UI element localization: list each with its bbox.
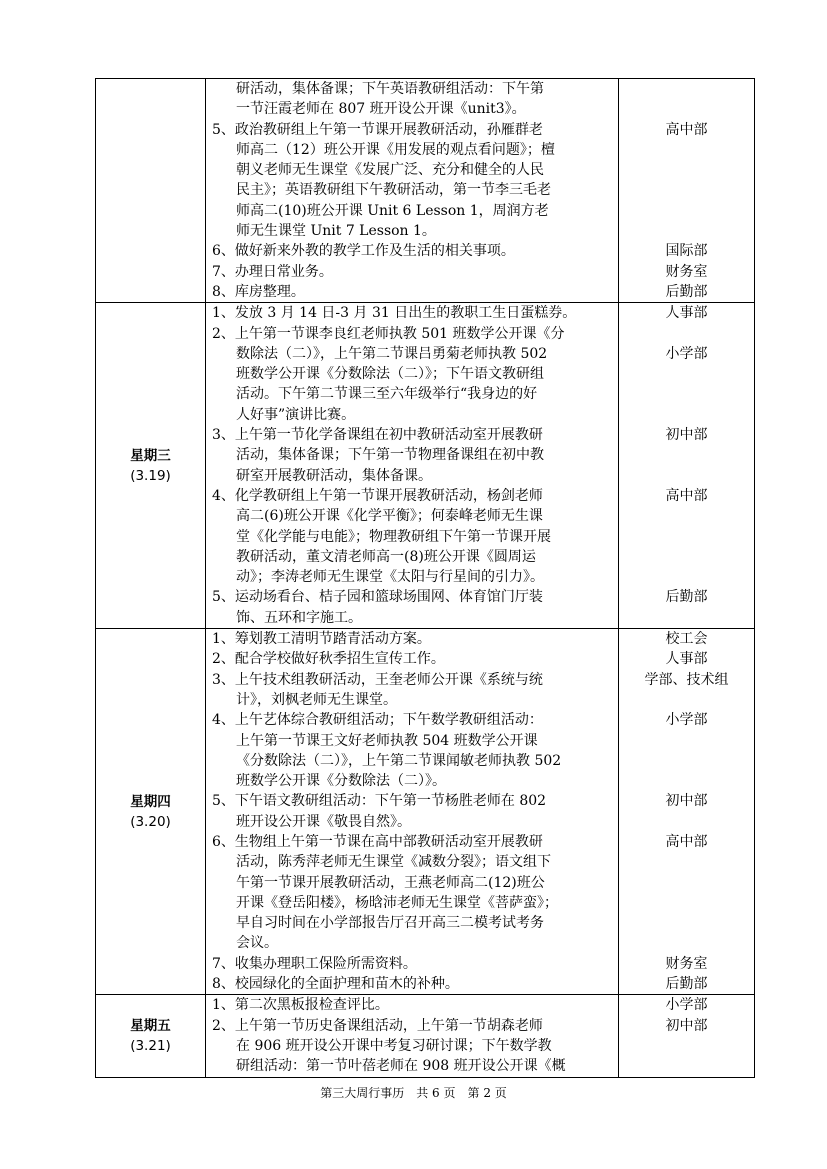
task-line: 午第一节课开展教研活动，王燕老师高二(12)班公 <box>236 874 545 891</box>
task-line: 高二(6)班公开课《化学平衡》；何泰峰老师无生课 <box>236 508 543 525</box>
task-line: 动》；李涛老师无生课堂《太阳与行星间的引力》。 <box>236 569 544 586</box>
department-label: 初中部 <box>665 427 708 444</box>
department-cell <box>619 303 755 629</box>
task-line: 数除法（二）》，上午第二节课吕勇菊老师执教 502 <box>236 345 548 362</box>
tasks-cell <box>206 79 619 303</box>
task-line: 师高二(10)班公开课 Unit 6 Lesson 1，周润方老 <box>236 202 549 219</box>
department-label <box>619 405 754 425</box>
department-label <box>619 364 754 384</box>
department-cell <box>619 629 755 995</box>
tasks-cell <box>206 995 619 1077</box>
department-label <box>619 506 754 526</box>
task-line: 4、上午艺体综合教研组活动；下午数学教研组活动： <box>212 712 543 729</box>
department-label <box>619 1056 754 1076</box>
task-line: 《分数除法（二）》，上午第二节课闻敏老师执教 502 <box>236 752 562 769</box>
department-label <box>619 79 754 99</box>
department-label <box>619 852 754 872</box>
task-line: 6、生物组上午第一节课在高中部教研活动室开展教研 <box>212 833 543 850</box>
department-label <box>619 731 754 751</box>
page-footer: 第三大周行事历 共 6 页 第 2 页 <box>320 1086 507 1100</box>
task-line: 朝义老师无生课堂《发展广泛、充分和健全的人民 <box>236 162 544 179</box>
task-line: 班开设公开课《敬畏自然》。 <box>236 813 411 830</box>
task-line: 活动，陈秀萍老师无生课堂《减数分裂》；语文组下 <box>236 854 551 871</box>
weekday-label: 星期四 <box>130 793 171 810</box>
task-line: 人好事”演讲比赛。 <box>236 406 356 423</box>
department-cell <box>619 995 755 1077</box>
task-line: 民主》；英语教研组下午教研活动，第一节李三毛老 <box>236 182 551 199</box>
task-line: 7、办理日常业务。 <box>212 263 333 280</box>
department-label: 高中部 <box>665 487 708 504</box>
task-line: 1、筹划教工清明节踏青活动方案。 <box>212 631 431 648</box>
department-label <box>619 567 754 587</box>
department-label <box>619 99 754 119</box>
date-label: (3.21) <box>130 1037 171 1054</box>
department-label <box>619 933 754 953</box>
department-cell <box>619 79 755 303</box>
task-line: 一节汪霞老师在 807 班开设公开课《unit3》。 <box>236 101 526 118</box>
task-line: 8、校园绿化的全面护理和苗木的补种。 <box>212 976 459 993</box>
task-line: 师高二（12）班公开课《用发展的观点看问题》；檀 <box>236 141 555 158</box>
task-line: 活动。下午第二节课三至六年级举行“我身边的好 <box>236 386 538 403</box>
task-line: 研组活动：第一节叶蓓老师在 908 班开设公开课《概 <box>236 1058 566 1075</box>
task-line: 研室开展教研活动，集体备课。 <box>236 467 432 484</box>
task-line: 研活动，集体备课；下午英语教研组活动：下午第 <box>236 81 544 97</box>
department-label: 人事部 <box>665 305 708 322</box>
task-line: 5、运动场看台、桔子园和篮球场围网、体育馆门厅装 <box>212 589 543 606</box>
day-cell <box>96 303 206 629</box>
department-label: 学部、技术组 <box>644 671 729 688</box>
department-label: 后勤部 <box>665 976 708 993</box>
task-line: 教研活动，董文清老师高一(8)班公开课《圆周运 <box>236 548 536 565</box>
task-line: 计》，刘枫老师无生课堂。 <box>236 691 397 708</box>
department-label: 高中部 <box>665 121 708 138</box>
tasks-cell <box>206 629 619 995</box>
task-line: 4、化学教研组上午第一节课开展教研活动，杨剑老师 <box>212 487 543 504</box>
day-cell <box>96 995 206 1077</box>
department-label <box>619 893 754 913</box>
task-line: 6、做好新来外教的教学工作及生活的相关事项。 <box>212 243 515 260</box>
department-label <box>619 547 754 567</box>
department-label <box>619 445 754 465</box>
task-line: 早自习时间在小学部报告厅召开高三二模考试考务 <box>236 915 544 932</box>
department-label <box>619 180 754 200</box>
task-line: 1、发放 3 月 14 日-3 月 31 日出生的教职工生日蛋糕券。 <box>212 305 577 322</box>
task-line: 1、第二次黑板报检查评比。 <box>212 997 389 1014</box>
department-label <box>619 608 754 628</box>
date-label: (3.19) <box>130 467 171 484</box>
tasks-cell <box>206 303 619 629</box>
task-line: 班数学公开课《分数除法（二）》。 <box>236 773 446 790</box>
task-line: 饰、五环和字施工。 <box>236 609 362 626</box>
schedule-row <box>96 629 755 995</box>
task-line: 3、上午第一节化学备课组在初中教研活动室开展教研 <box>212 427 543 444</box>
task-line: 师无生课堂 Unit 7 Lesson 1。 <box>236 223 436 240</box>
department-label: 小学部 <box>665 345 708 362</box>
date-label: (3.20) <box>130 813 171 830</box>
department-label: 小学部 <box>665 712 708 729</box>
department-label <box>619 160 754 180</box>
department-label <box>619 527 754 547</box>
department-label <box>619 913 754 933</box>
department-label <box>619 690 754 710</box>
department-label: 校工会 <box>665 631 708 648</box>
weekday-label: 星期五 <box>130 1017 171 1034</box>
department-label <box>619 221 754 241</box>
task-line: 7、收集办理职工保险所需资料。 <box>212 955 417 972</box>
department-label <box>619 873 754 893</box>
task-line: 8、库房整理。 <box>212 283 305 300</box>
task-line: 在 906 班开设公开课中考复习研讨课；下午数学教 <box>236 1037 552 1054</box>
schedule-row <box>96 79 755 303</box>
department-label: 国际部 <box>665 243 708 260</box>
department-label: 高中部 <box>665 833 708 850</box>
task-line: 2、配合学校做好秋季招生宣传工作。 <box>212 651 445 668</box>
task-line: 5、政治教研组上午第一节课开展教研活动，孙雁群老 <box>212 121 543 138</box>
department-label: 财务室 <box>665 263 708 280</box>
department-label <box>619 384 754 404</box>
department-label: 初中部 <box>665 1017 708 1034</box>
department-label: 财务室 <box>665 955 708 972</box>
day-cell <box>96 79 206 303</box>
schedule-row <box>96 303 755 629</box>
task-line: 5、下午语文教研组活动：下午第一节杨胜老师在 802 <box>212 793 547 810</box>
department-label: 初中部 <box>665 793 708 810</box>
department-label <box>619 751 754 771</box>
department-label: 小学部 <box>665 997 708 1014</box>
schedule-table <box>95 78 755 1078</box>
department-label: 人事部 <box>665 651 708 668</box>
weekday-label: 星期三 <box>130 447 171 464</box>
department-label <box>619 140 754 160</box>
task-line: 堂《化学能与电能》；物理教研组下午第一节课开展 <box>236 528 551 545</box>
task-line: 开课《登岳阳楼》，杨晗沛老师无生课堂《菩萨蛮》； <box>236 894 558 911</box>
department-label <box>619 466 754 486</box>
department-label <box>619 324 754 344</box>
day-cell <box>96 629 206 995</box>
department-label: 后勤部 <box>665 589 708 606</box>
task-line: 2、上午第一节课李良红老师执教 501 班数学公开课《分 <box>212 325 565 342</box>
task-line: 活动，集体备课；下午第一节物理备课组在初中教 <box>236 447 544 464</box>
department-label <box>619 771 754 791</box>
department-label: 后勤部 <box>665 283 708 300</box>
department-label <box>619 812 754 832</box>
task-line: 3、上午技术组教研活动，王奎老师公开课《系统与统 <box>212 671 543 688</box>
department-label <box>619 201 754 221</box>
department-label <box>619 1036 754 1056</box>
task-line: 班数学公开课《分数除法（二）》；下午语文教研组 <box>236 366 544 383</box>
task-line: 会议。 <box>236 935 278 952</box>
schedule-row <box>96 995 755 1077</box>
task-line: 2、上午第一节历史备课组活动，上午第一节胡森老师 <box>212 1017 543 1034</box>
task-line: 上午第一节课王文好老师执教 504 班数学公开课 <box>236 732 538 749</box>
